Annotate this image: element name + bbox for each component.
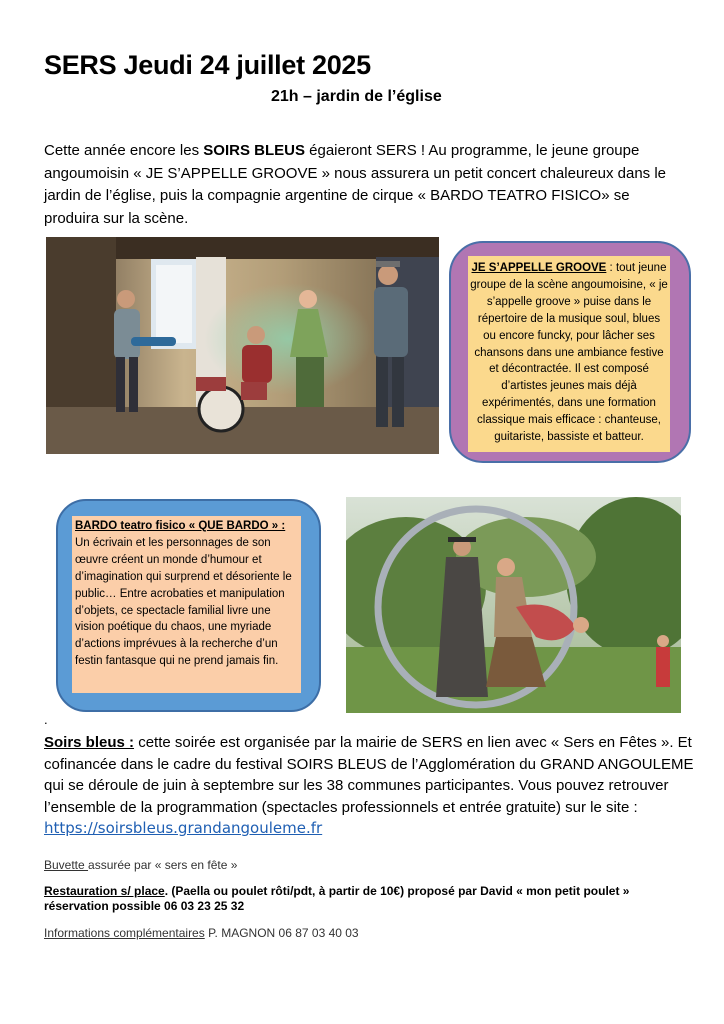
groove-card-heading: JE S’APPELLE GROOVE	[471, 262, 607, 274]
restauration-text: . (Paella ou poulet rôti/pdt, à partir de 10€) proposé par David « mon petit poulet » réservation possible 06 03 23 25 32	[44, 884, 630, 913]
restauration-line	[44, 884, 694, 914]
groove-card-text: : tout jeune groupe de la scène angoumoisine, « je s’appelle groove » puise dans le répertoire de la musique soul, blues ou encore funcky, pour lâcher ses chansons dans une ambiance festive et décontractée. Il est composé d’artistes jeunes mais déjà expérimentés, dans une formation classique mais efficace : chanteuse, guitariste, bassiste et batteur.	[470, 262, 668, 444]
infos-text: P. MAGNON 06 87 03 40 03	[204, 926, 359, 940]
groove-card	[449, 241, 691, 463]
intro-part1: Cette année encore les	[44, 142, 204, 159]
circus-photo	[346, 497, 681, 713]
intro-paragraph	[44, 140, 684, 230]
page-subtitle: 21h – jardin de l’église	[271, 88, 442, 105]
bardo-card-heading: BARDO teatro fisico « QUE BARDO » :	[75, 520, 286, 532]
stray-dot: .	[44, 712, 48, 727]
bardo-card	[56, 499, 321, 712]
groove-card-panel	[468, 256, 670, 452]
intro-part2: égaieront SERS ! Au programme, le jeune groupe angoumoisin « JE S’APPELLE GROOVE » nous assurera un petit concert chaleureux dans le jardin de l’église, puis la compagnie argentine de cirque « BARDO TEATRO FISICO» se produira sur la scène.	[44, 142, 667, 227]
soirs-bleus-text: cette soirée est organisée par la mairie de SERS en lien avec « Sers en Fêtes ». Et cofinancée dans le cadre du festival SOIRS BLEUS de l’Agglomération du GRAND ANGOULEME qui se déroule de juin à septembre sur les 38 communes participantes. Vous pouvez retrouver l’ensemble de la programmation (spectacles professionnels et entrée gratuite) sur le site :	[44, 734, 694, 816]
infos-line	[44, 926, 359, 940]
bardo-card-panel	[72, 516, 301, 693]
intro-highlight: SOIRS BLEUS	[203, 142, 305, 159]
soirs-bleus-paragraph	[44, 732, 694, 840]
bardo-card-text: Un écrivain et les personnages de son œuvre créent un monde d’humour et d’imagination qui surprend et désoriente le public… Entre acrobaties et manipulation d’objets, ce spectacle familial livre une vision poétique du chaos, une myriade d’actions imprévues à la recherche d’un festin fantasque qui ne prend jamais fin.	[75, 536, 292, 668]
buvette-line	[44, 858, 237, 872]
soirs-bleus-label: Soirs bleus :	[44, 734, 135, 751]
page-title: SERS Jeudi 24 juillet 2025	[44, 50, 371, 80]
buvette-label: Buvette	[44, 858, 89, 872]
restauration-label: Restauration s/ place	[44, 884, 165, 898]
concert-photo	[46, 237, 439, 454]
soirs-bleus-link[interactable]: https://soirsbleus.grandangouleme.fr	[44, 819, 323, 838]
infos-label: Informations complémentaires	[44, 926, 205, 940]
buvette-text: assurée par « sers en fête »	[88, 858, 238, 872]
